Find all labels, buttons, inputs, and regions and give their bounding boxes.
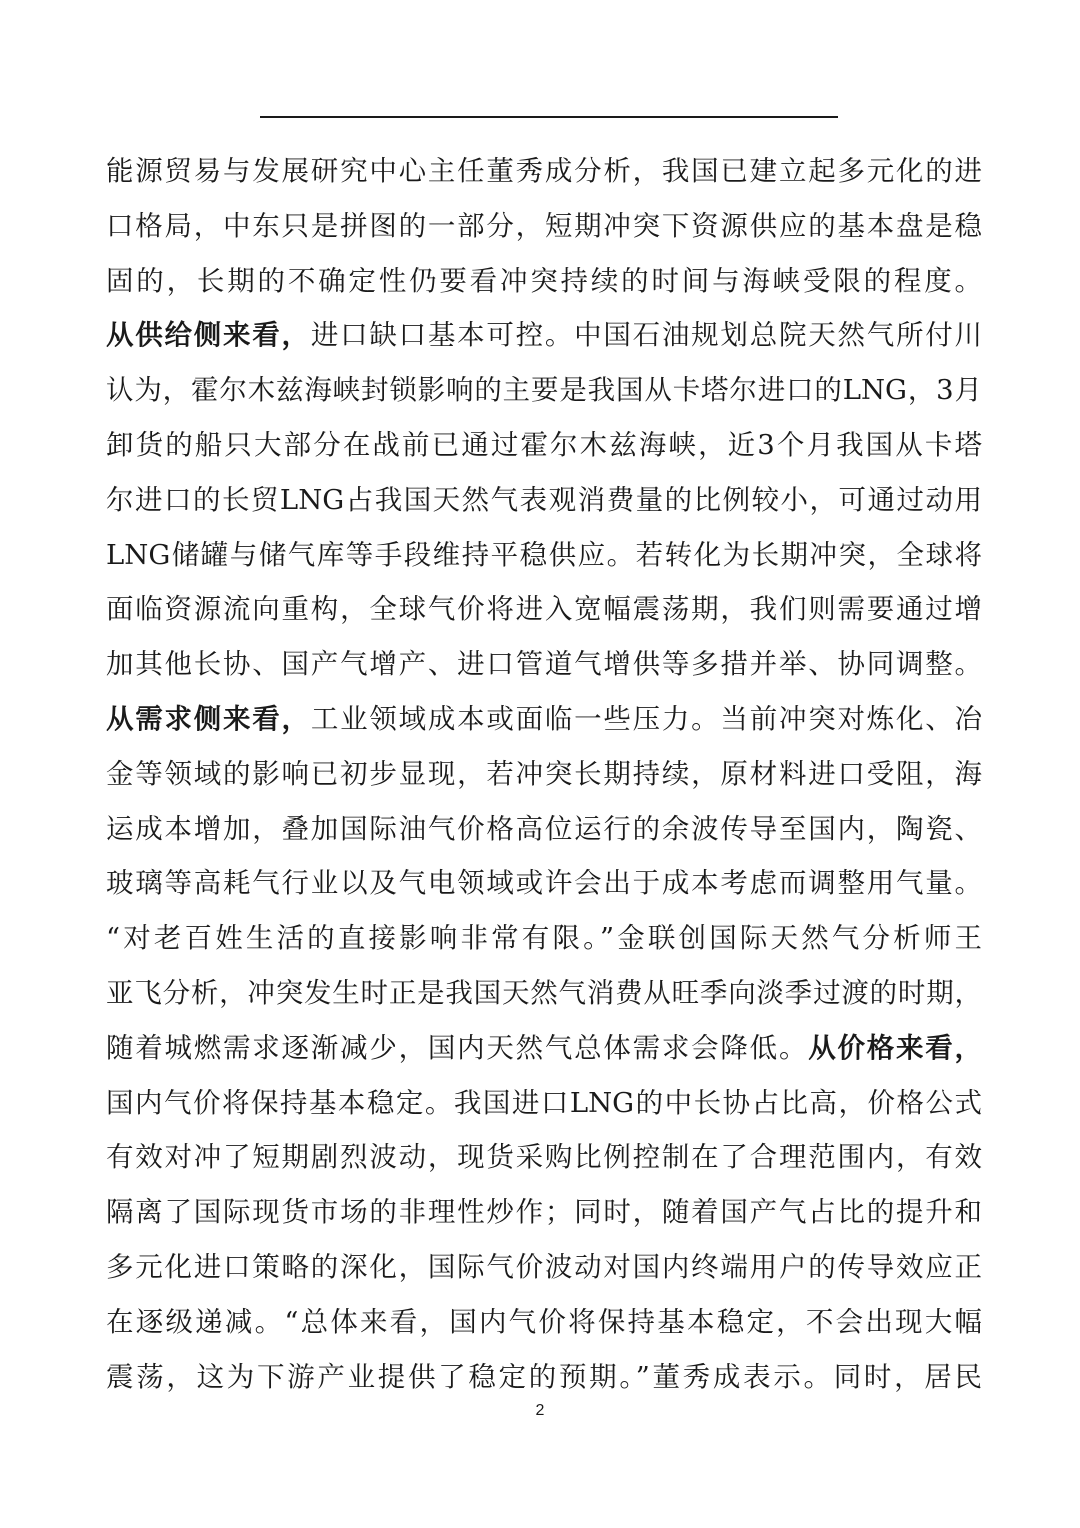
page-number: 2 bbox=[535, 1402, 545, 1419]
text-segment: 工业领域成本或面临一些压力。当前冲突对炼化、冶 bbox=[310, 702, 983, 735]
text-segment: 隔离了国际现货市场的非理性炒作；同时，随着国产气占比的提升和 bbox=[106, 1196, 982, 1229]
text-segment: 进口缺口基本可控。中国石油规划总院天然气所付川 bbox=[310, 319, 983, 352]
text-line bbox=[106, 802, 982, 857]
text-line bbox=[106, 528, 982, 583]
text-segment: LNG储罐与储气库等手段维持平稳供应。若转化为长期冲突，全球将 bbox=[106, 538, 982, 571]
text-line bbox=[106, 856, 982, 911]
text-line bbox=[106, 1076, 982, 1131]
bold-lead-phrase: 从需求侧来看， bbox=[106, 702, 311, 735]
text-line bbox=[106, 418, 982, 473]
text-segment: 尔进口的长贸LNG占我国天然气表观消费量的比例较小，可通过动用 bbox=[106, 483, 982, 516]
text-segment: 面临资源流向重构，全球气价将进入宽幅震荡期，我们则需要通过增 bbox=[106, 593, 982, 626]
text-line bbox=[106, 747, 982, 802]
text-line bbox=[106, 1350, 982, 1405]
text-line bbox=[106, 308, 982, 363]
text-segment: 金等领域的影响已初步显现，若冲突长期持续，原材料进口受阻，海 bbox=[106, 757, 982, 790]
text-line bbox=[106, 1130, 982, 1185]
bold-lead-phrase: 从供给侧来看， bbox=[106, 319, 311, 352]
text-segment: 口格局，中东只是拼图的一部分，短期冲突下资源供应的基本盘是稳 bbox=[106, 209, 982, 242]
text-segment: 能源贸易与发展研究中心主任董秀成分析，我国已建立起多元化的进 bbox=[106, 155, 982, 187]
text-segment: 固的，长期的不确定性仍要看冲突持续的时间与海峡受限的程度。 bbox=[106, 264, 982, 297]
text-segment: 玻璃等高耗气行业以及气电领域或许会出于成本考虑而调整用气量。 bbox=[106, 867, 982, 900]
text-line bbox=[106, 144, 982, 199]
text-line bbox=[106, 363, 982, 418]
text-line bbox=[106, 637, 982, 692]
document-body bbox=[106, 144, 982, 1404]
bold-lead-phrase: 从价格来看， bbox=[808, 1031, 983, 1064]
text-segment: 多元化进口策略的深化，国际气价波动对国内终端用户的传导效应正 bbox=[106, 1250, 982, 1283]
text-segment: 国内气价将保持基本稳定。我国进口LNG的中长协占比高，价格公式 bbox=[106, 1086, 982, 1119]
text-line bbox=[106, 473, 982, 528]
header-rule bbox=[260, 116, 838, 118]
text-segment: 在逐级递减。“总体来看，国内气价将保持基本稳定，不会出现大幅 bbox=[106, 1305, 982, 1338]
text-segment: 震荡，这为下游产业提供了稳定的预期。”董秀成表示。同时，居民 bbox=[106, 1360, 982, 1393]
text-segment: 运成本增加，叠加国际油气价格高位运行的余波传导至国内，陶瓷、 bbox=[106, 812, 982, 845]
text-line bbox=[106, 966, 982, 1021]
text-line bbox=[106, 582, 982, 637]
text-line bbox=[106, 1295, 982, 1350]
text-line bbox=[106, 1240, 982, 1295]
text-line bbox=[106, 1185, 982, 1240]
text-line bbox=[106, 692, 982, 747]
text-segment: 亚飞分析，冲突发生时正是我国天然气消费从旺季向淡季过渡的时期， bbox=[106, 976, 982, 1009]
text-segment: 认为，霍尔木兹海峡封锁影响的主要是我国从卡塔尔进口的LNG，3月 bbox=[106, 374, 982, 407]
text-segment: 随着城燃需求逐渐减少，国内天然气总体需求会降低。 bbox=[106, 1031, 809, 1064]
text-segment: 加其他长协、国产气增产、进口管道气增供等多措并举、协同调整。 bbox=[106, 648, 982, 681]
text-line bbox=[106, 911, 982, 966]
text-line bbox=[106, 254, 982, 309]
text-segment: 有效对冲了短期剧烈波动，现货采购比例控制在了合理范围内，有效 bbox=[106, 1141, 982, 1174]
text-line bbox=[106, 199, 982, 254]
text-segment: 卸货的船只大部分在战前已通过霍尔木兹海峡，近3个月我国从卡塔 bbox=[106, 428, 982, 461]
text-segment: “对老百姓生活的直接影响非常有限。”金联创国际天然气分析师王 bbox=[106, 922, 982, 955]
text-line bbox=[106, 1021, 982, 1076]
